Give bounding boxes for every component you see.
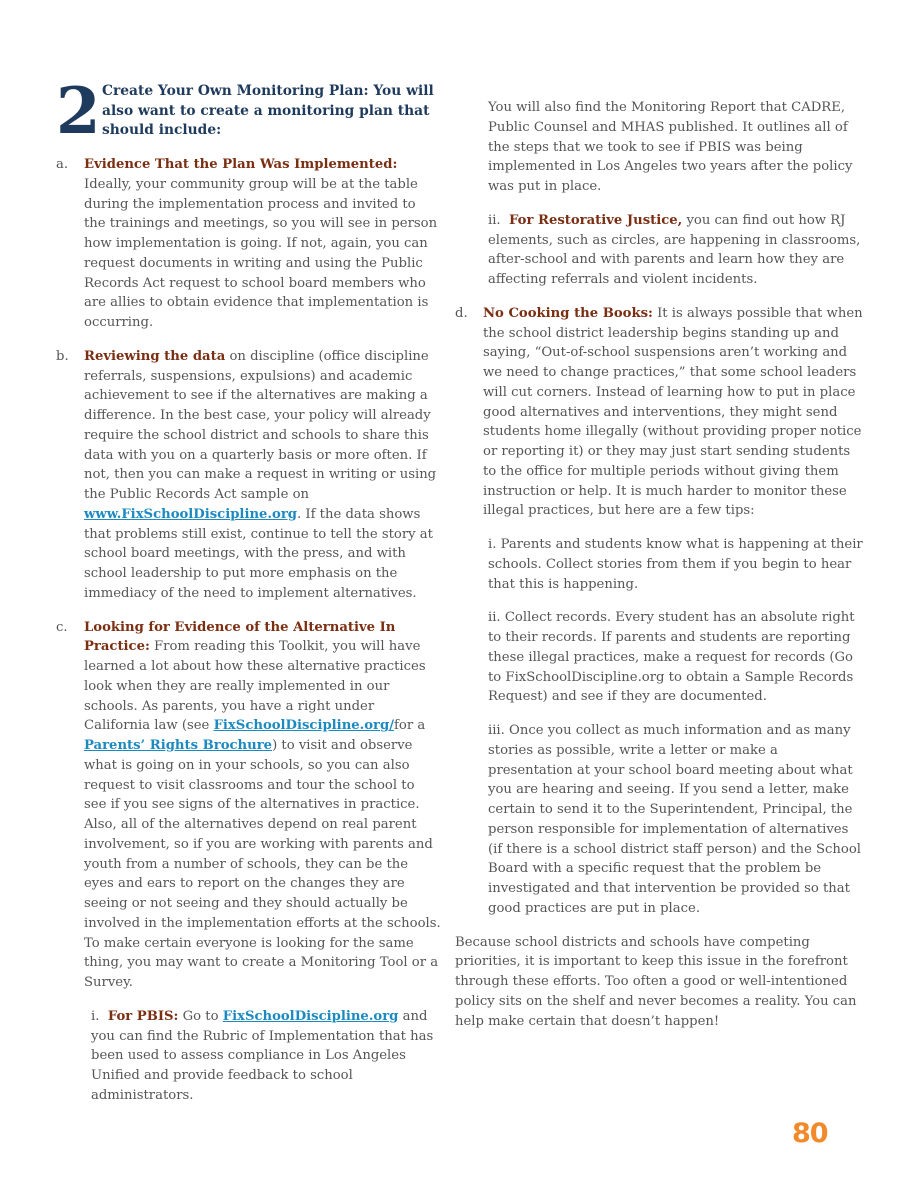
item-marker: c. bbox=[56, 619, 68, 635]
item-body-cont: ) to visit and observe what is going on in your schools, so you can also request to visit classrooms and tour the school to see if you see signs of the alternatives in practice. Also, all of the alternatives depend on real parent involvement, so if you are working with parents and youth from a number of schools, they can be the eyes and ears to report on the changes they are seeing or not seeing and they should actually be involved in the implementation efforts at the schools. To make certain everyone is looking for the same thing, you may want to create a Monitoring Tool or a Survey. bbox=[84, 738, 441, 990]
item-a bbox=[56, 155, 441, 333]
left-column bbox=[56, 155, 441, 1120]
item-c bbox=[56, 618, 441, 993]
subitem-body-cont: and you can find the Rubric of Implementation that has been used to assess compliance in Los Angeles Unified and provide feedback to school administrators. bbox=[91, 1008, 434, 1103]
subitem-pbis-continued bbox=[488, 98, 865, 197]
subitem-restorative-justice bbox=[488, 211, 865, 290]
tip-i bbox=[488, 535, 865, 594]
item-body: Ideally, your community group will be at the table during the implementation process and invited to the trainings and meetings, so you will see in person how implementation is going. If not, again, you can request documents in writing and using the Public Records Act request to school board members who are allies to obtain evidence that implementation is occurring. bbox=[84, 176, 438, 330]
paragraph: You will also find the Monitoring Report that CADRE, Public Counsel and MHAS published. It outlines all of the steps that we took to see if PBIS was being implemented in Los Angeles two years after the policy was put in place. bbox=[488, 100, 853, 194]
fixschooldiscipline-link[interactable]: www.FixSchoolDiscipline.org bbox=[84, 506, 297, 522]
item-heading: Reviewing the data bbox=[84, 348, 226, 364]
page-number: 80 bbox=[792, 1118, 828, 1149]
section-number: 2 bbox=[56, 74, 99, 149]
tip-ii bbox=[488, 608, 865, 707]
item-marker: b. bbox=[56, 348, 69, 364]
item-body: From reading this Toolkit, you will have learned a lot about how these alternative practices look when they are really implemented in our schools. As parents, you have a right under California law (see bbox=[84, 639, 426, 734]
item-heading: No Cooking the Books: bbox=[483, 305, 653, 321]
item-body: on discipline (office discipline referrals, suspensions, expulsions) and academic achievement to see if the alternatives are making a difference. In the best case, your policy will already require the school district and schools to share this data with you on a quarterly basis or more often. If not, then you can make a request in writing or using the Public Records Act sample on bbox=[84, 348, 437, 502]
subitem-body: you can find out how RJ elements, such as circles, are happening in classrooms, after-school and with parents and learn how they are affecting referrals and violent incidents. bbox=[488, 212, 861, 287]
item-heading: Looking for Evidence of the Alternative In Practice: bbox=[84, 619, 396, 655]
subitem-heading: For Restorative Justice, bbox=[509, 212, 683, 228]
item-marker: d. bbox=[455, 305, 468, 321]
item-heading: Evidence That the Plan Was Implemented: bbox=[84, 157, 398, 172]
right-column bbox=[455, 98, 865, 1031]
item-body-cont: . If the data shows that problems still exist, continue to tell the story at school board meetings, with the press, and with school leadership to put more emphasis on the immediacy of the need to implement alternatives. bbox=[84, 506, 433, 601]
paragraph: iii. Once you collect as much information and as many stories as possible, write a letter or make a presentation at your school board meeting about what you are hearing and seeing. If you send a letter, make certain to send it to the Superintendent, Principal, the person responsible for implementation of alternatives (if there is a school district staff person) and the School Board with a specific request that the problem be investigated and that intervention be provided so that good practices are put in place. bbox=[488, 723, 861, 916]
parents-rights-brochure-link[interactable]: Parents’ Rights Brochure bbox=[84, 738, 273, 753]
item-body: It is always possible that when the school district leadership begins standing up and saying, “Out-of-school suspensions aren’t working and we need to change practices,” that some school leaders will cut corners. Instead of learning how to put in place good alternatives and interventions, they might send students home illegally (without providing proper notice or reporting it) or they may just start sending students to the office for multiple periods without giving them instruction or help. It is much harder to monitor these illegal practices, but here are a few tips: bbox=[483, 305, 863, 519]
fixschooldiscipline-link[interactable]: FixSchoolDiscipline.org bbox=[222, 1008, 399, 1024]
paragraph: ii. Collect records. Every student has an absolute right to their records. If parents and students are reporting these illegal practices, make a request for records (Go to FixSchoolDiscipline.org to obtain a Sample Records Request) and see if they are documented. bbox=[488, 610, 855, 705]
subitem-pbis bbox=[91, 1007, 441, 1106]
tip-iii bbox=[488, 721, 865, 919]
fixschooldiscipline-link[interactable]: FixSchoolDiscipline.org/ bbox=[213, 718, 395, 734]
subitem-heading: For PBIS: bbox=[107, 1008, 179, 1024]
item-marker: a. bbox=[56, 157, 69, 172]
subitem-marker: ii. bbox=[488, 212, 501, 228]
item-d bbox=[455, 304, 865, 521]
paragraph: i. Parents and students know what is happening at their schools. Collect stories from them if you begin to hear that this is happening. bbox=[488, 537, 863, 592]
closing-paragraph: Because school districts and schools have competing priorities, it is important to keep this issue in the forefront through these efforts. Too often a good or well-intentioned policy sits on the shelf and never becomes a reality. You can help make certain that doesn’t happen! bbox=[455, 934, 857, 1029]
section-header bbox=[56, 74, 436, 149]
item-b bbox=[56, 347, 441, 604]
item-body-cont: for a bbox=[394, 718, 426, 734]
subitem-marker: i. bbox=[91, 1008, 100, 1024]
subitem-body: Go to bbox=[178, 1008, 223, 1024]
section-title: Create Your Own Monitoring Plan: You will also want to create a monitoring plan that should include: bbox=[102, 83, 434, 139]
